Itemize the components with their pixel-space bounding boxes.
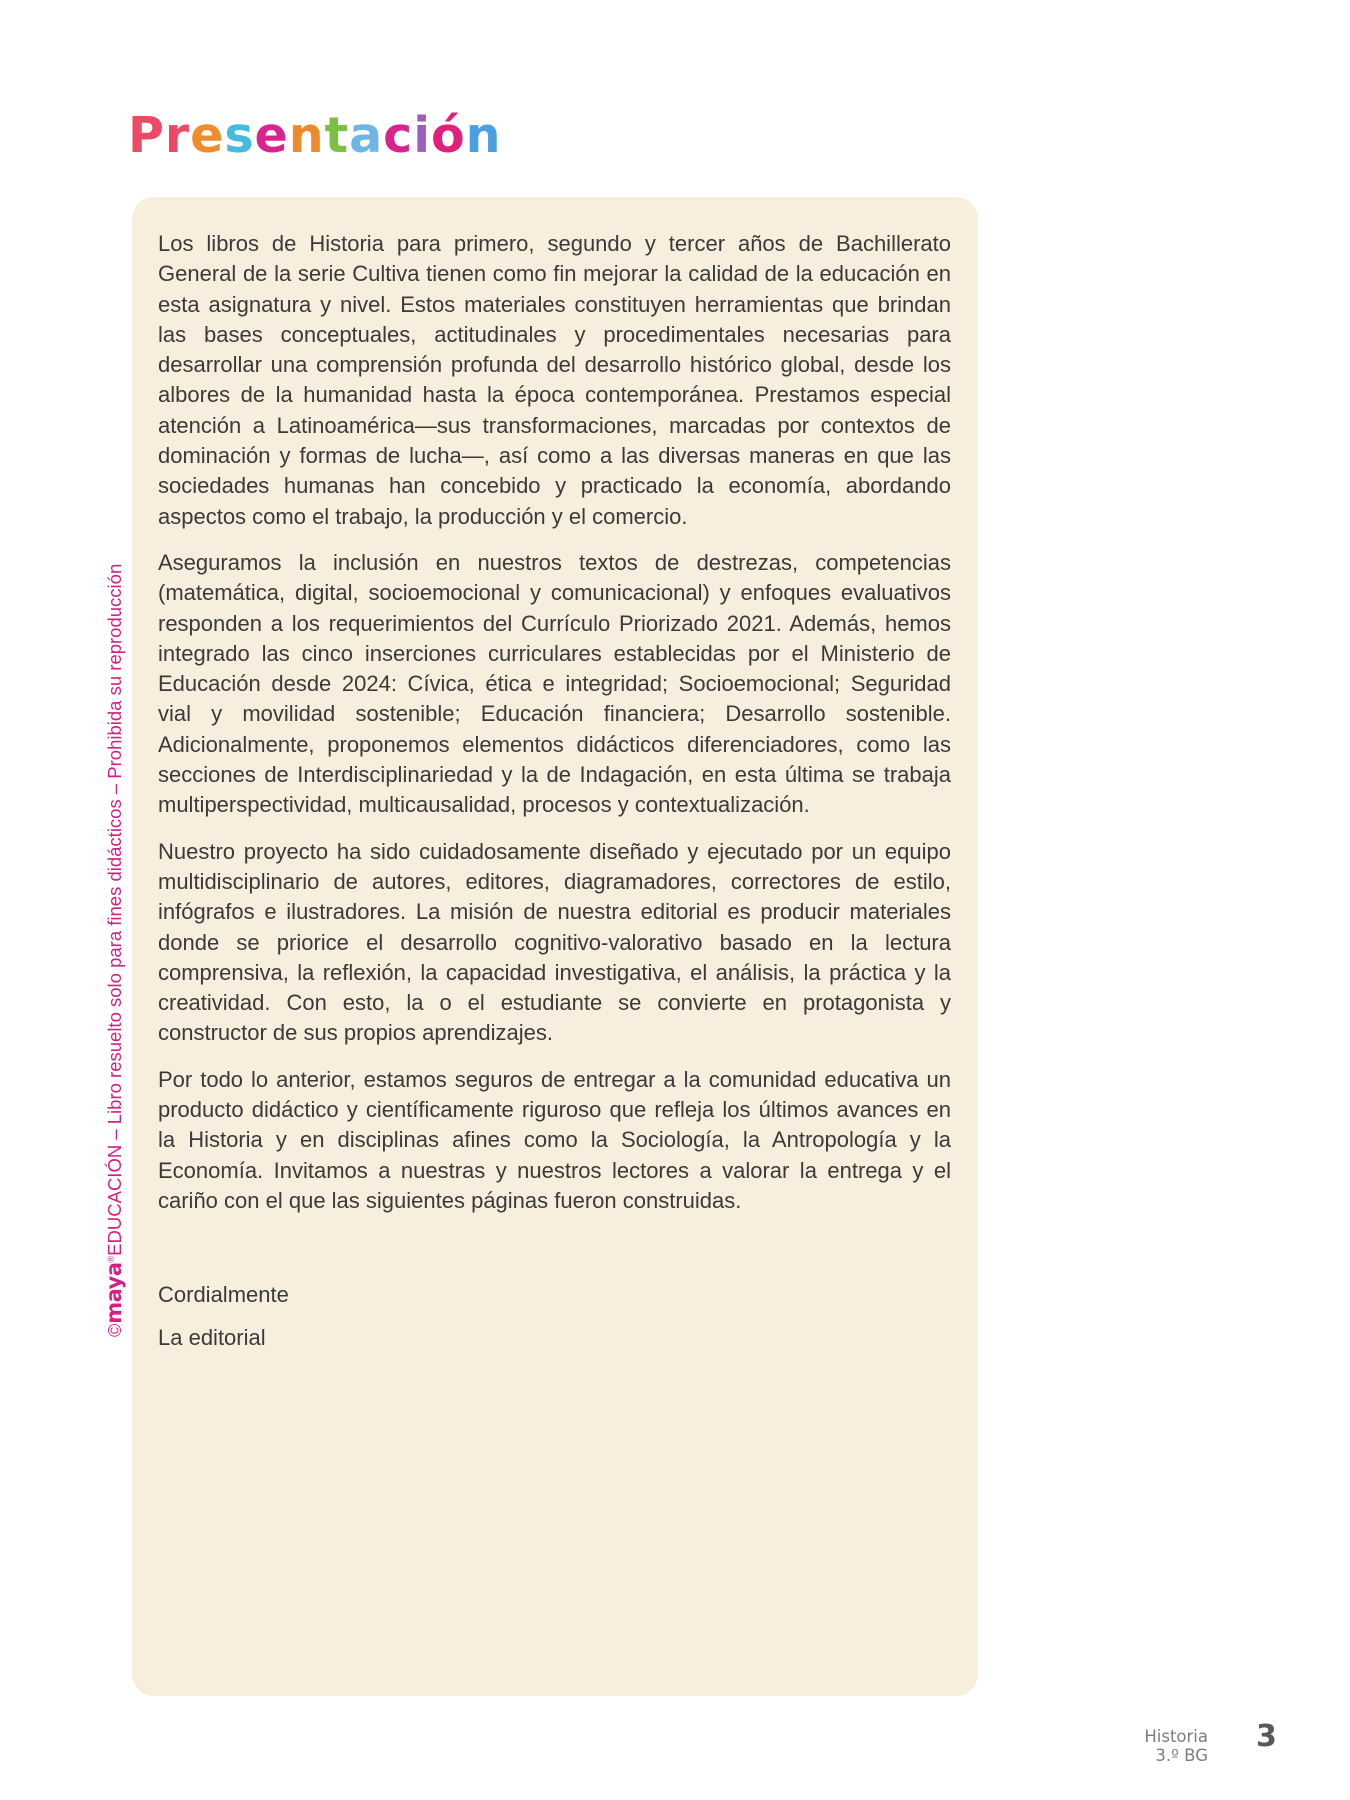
paragraph-2: Aseguramos la inclusión en nuestros textos de destrezas, competencias (matemática, digital, socioemocional y comunicacional) y enfoques evaluativos responden a los requerimientos del Currículo Priorizado 2021. Además, hemos integrado las cinco inserciones curriculares establecidas por el Ministerio de Educación desde 2024: Cívica, ética e integridad; Socioemocional; Seguridad vial y movilidad sostenible; Educación financiera; Desarrollo sostenible. Adicionalmente, proponemos elementos didácticos diferenciadores, como las secciones de Interdisciplinariedad y la de Indagación, en esta última se trabaja multiperspectividad, multicausalidad, procesos y contextualización. [158, 549, 951, 818]
title-letter: n [288, 107, 325, 164]
title-letter: ó [430, 107, 466, 164]
side-copyright-notice [100, 564, 126, 1337]
title-letter: e [190, 107, 225, 164]
title-letter: c [383, 107, 414, 164]
footer-grade: 3.º BG [1155, 1746, 1208, 1765]
title-letter: s [224, 107, 255, 164]
paragraph-3: Nuestro proyecto ha sido cuidadosamente diseñado y ejecutado por un equipo multidisciplinario de autores, editores, diagramadores, correctores de estilo, infógrafos e ilustradores. La misión de nuestra editorial es producir materiales donde se priorice el desarrollo cognitivo-valorativo basado en la lectura comprensiva, la reflexión, la capacidad investigativa, el análisis, la práctica y la creatividad. Con esto, la o el estudiante se convierte en protagonista y constructor de sus propios aprendizajes. [158, 838, 951, 1046]
paragraph-1: Los libros de Historia para primero, segundo y tercer años de Bachillerato General de la serie Cultiva tienen como fin mejorar la calidad de la educación en esta asignatura y nivel. Estos materiales constituyen herramientas que brindan las bases conceptuales, actitudinales y procedimentales necesarias para desarrollar una comprensión profunda del desarrollo histórico global, desde los albores de la humanidad hasta la época contemporánea. Prestamos especial atención a Latinoamérica—sus transformaciones, marcadas por contextos de dominación y formas de lucha—, así como a las diversas maneras en que las sociedades humanas han concebido y practicado la economía, abordando aspectos como el trabajo, la producción y el comercio. [158, 231, 951, 529]
registered-mark: ® [106, 1255, 116, 1263]
title-letter: e [254, 107, 289, 164]
title-letter: n [465, 107, 502, 164]
signature-text: La editorial [158, 1325, 266, 1350]
closing-text: Cordialmente [158, 1282, 289, 1307]
title-letter: P [128, 107, 165, 164]
title-letter: r [164, 107, 191, 164]
page-title [128, 104, 502, 168]
footer-subject-name: Historia [1144, 1727, 1208, 1746]
brand-logo-text: maya [102, 1262, 126, 1324]
side-credit-text: EDUCACIÓN – Libro resuelto solo para fines didácticos – Prohibida su reproducción [104, 563, 125, 1256]
title-letter: t [324, 107, 350, 164]
title-letter: a [349, 107, 384, 164]
title-letter: i [413, 107, 431, 164]
page-number: 3 [1256, 1719, 1277, 1754]
body-text [158, 229, 951, 1232]
footer-subject [1144, 1727, 1208, 1765]
copyright-symbol: © [105, 1323, 125, 1337]
paragraph-4: Por todo lo anterior, estamos seguros de entregar a la comunidad educativa un producto didáctico y científicamente riguroso que refleja los últimos avances en la Historia y en disciplinas afines como la Sociología, la Antropología y la Economía. Invitamos a nuestras y nuestros lectores a valorar la entrega y el cariño con el que las siguientes páginas fueron construidas. [158, 1066, 951, 1213]
